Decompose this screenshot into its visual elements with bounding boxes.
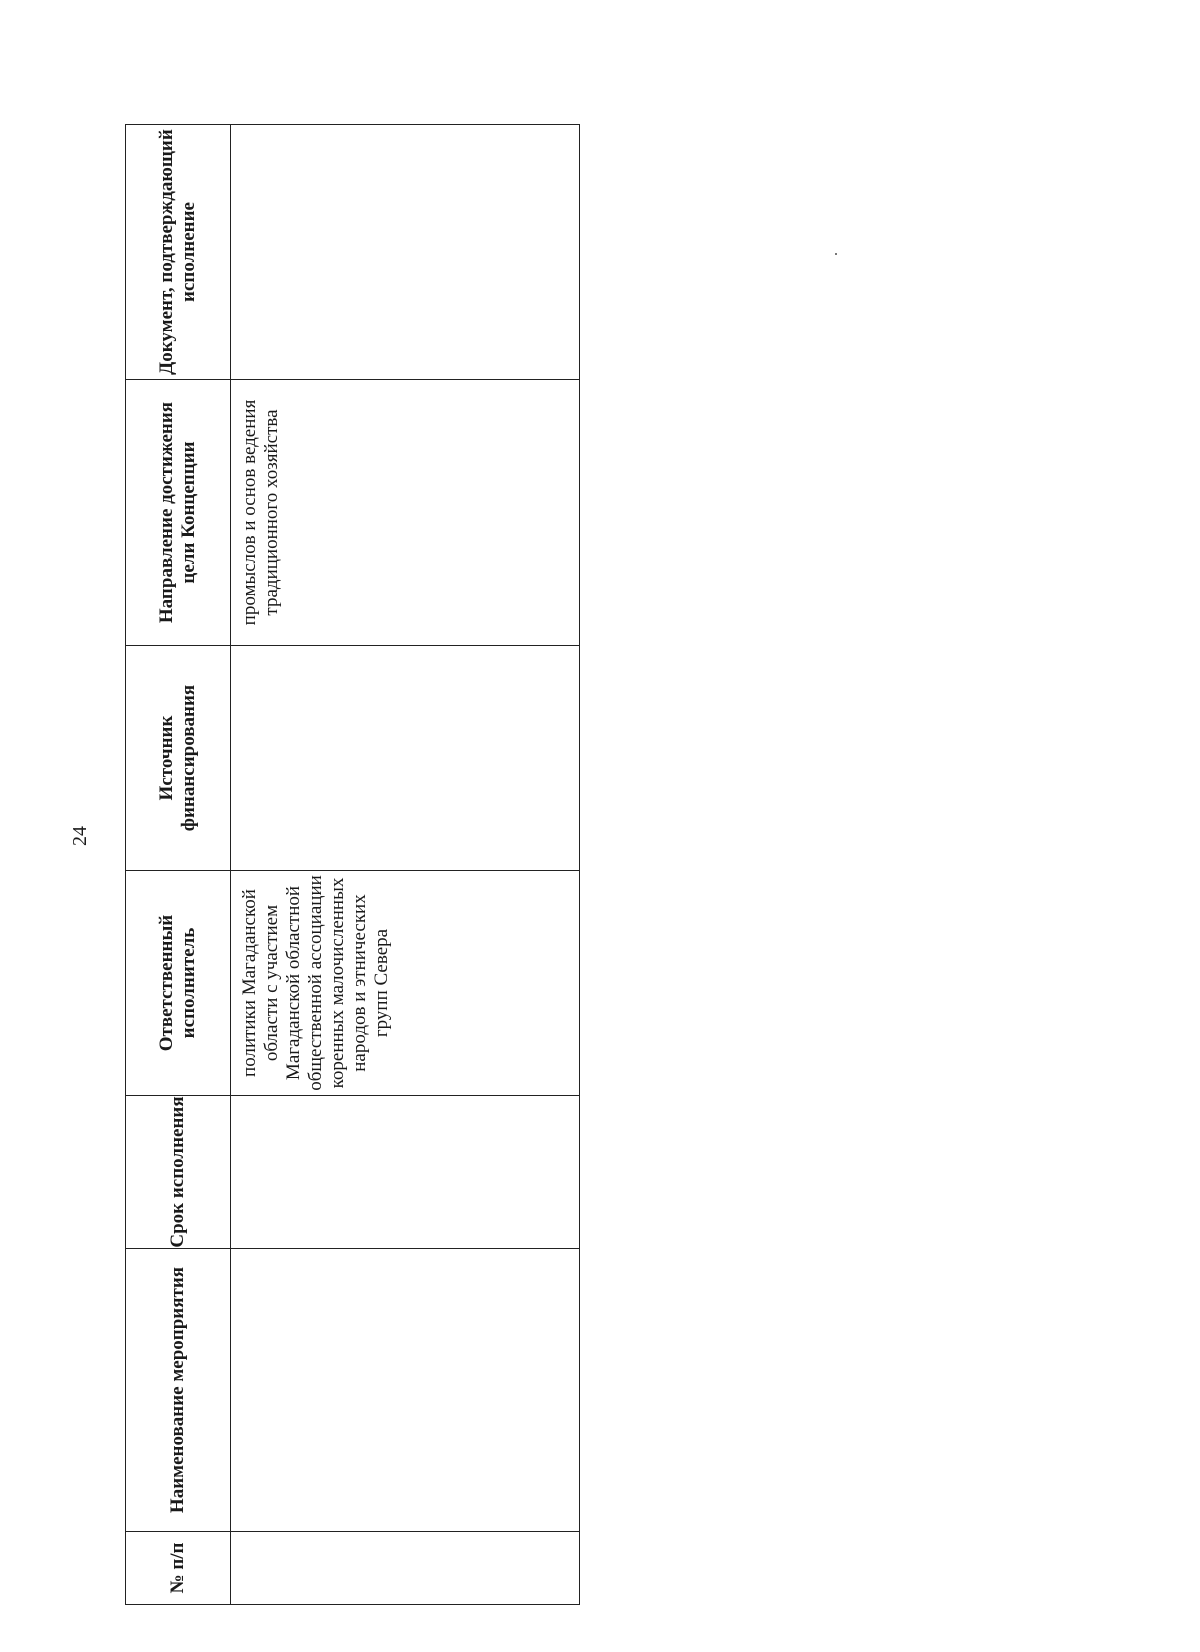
scan-speck [835,253,837,255]
activities-table [125,124,580,1605]
responsible-text: политики Магаданской области с участием Магаданской областной общественной ассоциации коренных малочисленных народов и этнических групп Севера [239,875,392,1091]
table-header-row [126,125,231,1605]
header-document: Документ, подтверждающий исполнение [126,125,231,380]
header-activity-name: Наименование мероприятия [126,1249,231,1532]
direction-text: промыслов и основ ведения традиционного хозяйства [239,399,282,626]
header-responsible: Ответственный исполнитель [126,871,231,1096]
cell-activity-name [231,1249,580,1532]
header-financing: Источник финансирования [126,646,231,871]
rotated-table-container [125,125,580,1605]
header-direction: Направление достижения цели Концепции [126,380,231,646]
cell-direction [231,380,580,646]
cell-document [231,125,580,380]
page-number: 24 [69,826,91,846]
cell-deadline [231,1096,580,1249]
table-row [231,125,580,1605]
cell-responsible [231,871,580,1096]
header-number: № п/п [126,1532,231,1605]
cell-number [231,1532,580,1605]
header-deadline: Срок исполнения [126,1096,231,1249]
cell-financing [231,646,580,871]
